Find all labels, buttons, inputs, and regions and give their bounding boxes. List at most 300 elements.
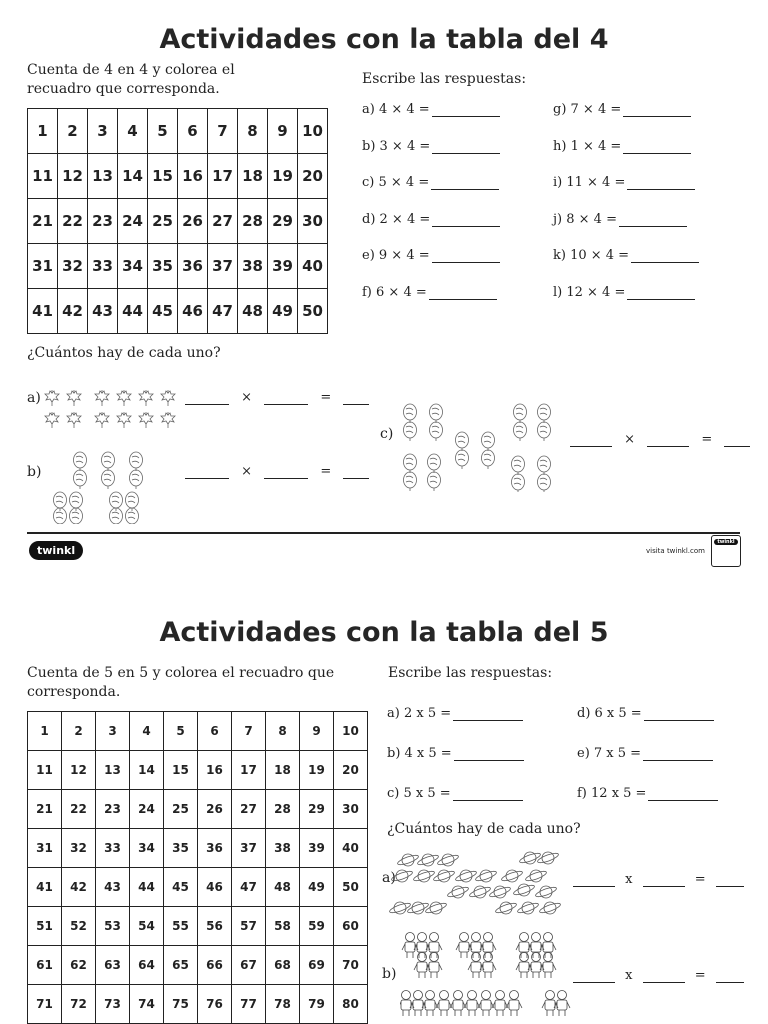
grid-cell[interactable]: 78: [266, 985, 300, 1024]
equals-sign: =: [320, 464, 332, 479]
grid-cell[interactable]: 30: [334, 790, 368, 829]
planet-icon: [501, 869, 524, 882]
astronaut-icon: [496, 991, 505, 1000]
question: [362, 175, 499, 190]
grid-cell[interactable]: 29: [300, 790, 334, 829]
grid-cell[interactable]: 73: [96, 985, 130, 1024]
answer-line[interactable]: [648, 778, 718, 801]
grid-cell[interactable]: 3: [96, 712, 130, 751]
grid-cell[interactable]: 36: [198, 829, 232, 868]
twinkl-badge: [711, 535, 741, 567]
spiral-leaf-icon: [482, 450, 495, 466]
question: [577, 738, 713, 761]
grid-cell[interactable]: 13: [88, 154, 118, 199]
grid-cell[interactable]: 70: [334, 946, 368, 985]
grid-cell[interactable]: 38: [266, 829, 300, 868]
answer-line[interactable]: [647, 446, 689, 447]
answer-line[interactable]: [643, 886, 685, 887]
answer-line[interactable]: [453, 778, 523, 801]
planet-icon: [447, 885, 470, 898]
grid-cell[interactable]: 6: [178, 109, 208, 154]
astronaut-icon: [429, 962, 439, 972]
astronaut-icon: [478, 1002, 494, 1016]
question-text: a) 4 × 4 =: [362, 102, 430, 117]
grid-cell[interactable]: 80: [334, 985, 368, 1024]
grid-cell[interactable]: 5: [164, 712, 198, 751]
grid-cell[interactable]: 2: [62, 712, 96, 751]
answer-line[interactable]: [454, 738, 524, 761]
sheet2-group-b-multiplication: [573, 968, 744, 983]
question: [387, 698, 523, 721]
grid-cell[interactable]: 79: [300, 985, 334, 1024]
planet-icon: [437, 853, 460, 866]
times-sign: ×: [241, 464, 253, 479]
grid-cell[interactable]: 46: [178, 289, 208, 334]
grid-cell[interactable]: 1: [28, 109, 58, 154]
question: [553, 212, 687, 227]
spiral-leaf-icon: [104, 456, 111, 471]
grid-row: [28, 751, 368, 790]
grid-cell[interactable]: 56: [198, 907, 232, 946]
grid-cell[interactable]: 34: [130, 829, 164, 868]
grid-cell[interactable]: 27: [232, 790, 266, 829]
question: [387, 738, 524, 761]
grid-cell[interactable]: 66: [198, 946, 232, 985]
answer-line[interactable]: [185, 478, 229, 479]
maple-leaf-icon: [161, 412, 175, 428]
astronaut-icon: [543, 962, 553, 972]
grid-cell[interactable]: 25: [148, 199, 178, 244]
grid-cell[interactable]: 31: [28, 244, 58, 289]
grid-cell[interactable]: 3: [88, 109, 118, 154]
grid-cell[interactable]: 49: [300, 868, 334, 907]
spiral-leaf-icon: [516, 408, 523, 423]
grid-cell[interactable]: 15: [164, 751, 198, 790]
spiral-leaf-icon: [538, 404, 551, 420]
grid-cell[interactable]: 18: [266, 751, 300, 790]
answer-line[interactable]: [644, 698, 714, 721]
grid-cell[interactable]: 74: [130, 985, 164, 1024]
spiral-leaf-icon: [406, 476, 413, 491]
badge-label: twinkl: [714, 539, 738, 545]
sheet2-answers-heading: Escribe las respuestas:: [388, 665, 553, 681]
question-text: j) 8 × 4 =: [553, 211, 617, 227]
equals-sign: =: [320, 390, 332, 405]
grid-cell[interactable]: 5: [148, 109, 178, 154]
grid-cell[interactable]: 22: [62, 790, 96, 829]
grid-cell[interactable]: 39: [300, 829, 334, 868]
astronaut-icon: [557, 1000, 567, 1010]
grid-cell[interactable]: 41: [28, 289, 58, 334]
grid-cell[interactable]: 14: [130, 751, 164, 790]
grid-cell[interactable]: 32: [62, 829, 96, 868]
grid-cell[interactable]: 11: [28, 154, 58, 199]
spiral-leaf-icon: [430, 422, 443, 438]
grid-cell[interactable]: 11: [28, 751, 62, 790]
grid-cell[interactable]: 36: [178, 244, 208, 289]
grid-cell[interactable]: 59: [300, 907, 334, 946]
grid-cell[interactable]: 17: [208, 154, 238, 199]
spiral-leaf-icon: [540, 426, 547, 441]
answer-line[interactable]: [343, 478, 369, 479]
grid-cell[interactable]: 38: [238, 244, 268, 289]
astronaut-icon: [401, 1000, 411, 1010]
grid-cell[interactable]: 2: [58, 109, 88, 154]
grid-cell[interactable]: 50: [334, 868, 368, 907]
answer-line[interactable]: [570, 446, 612, 447]
grid-cell[interactable]: 37: [208, 244, 238, 289]
grid-cell[interactable]: 46: [198, 868, 232, 907]
spiral-leaf-icon: [456, 432, 469, 448]
spiral-leaf-icon: [102, 470, 115, 486]
grid-cell[interactable]: 50: [298, 289, 328, 334]
grid-cell[interactable]: 48: [266, 868, 300, 907]
question: [362, 102, 500, 117]
grid-cell[interactable]: 47: [208, 289, 238, 334]
sheet1-answers-heading: Escribe las respuestas:: [362, 71, 527, 87]
times-sign: ×: [624, 432, 636, 447]
answer-line[interactable]: [716, 886, 744, 887]
question: [362, 212, 500, 227]
question: [362, 248, 500, 263]
grid-cell[interactable]: 24: [130, 790, 164, 829]
grid-cell[interactable]: 34: [118, 244, 148, 289]
grid-cell[interactable]: 30: [298, 199, 328, 244]
spiral-leaf-icon: [484, 454, 491, 469]
grid-cell[interactable]: 6: [198, 712, 232, 751]
grid-cell[interactable]: 27: [208, 199, 238, 244]
grid-cell[interactable]: 16: [178, 154, 208, 199]
maple-leaf-icon: [67, 390, 81, 406]
astronaut-icon: [484, 933, 493, 942]
spiral-leaf-icon: [512, 456, 525, 472]
grid-cell[interactable]: 35: [164, 829, 198, 868]
spiral-leaf-icon: [132, 474, 139, 489]
question-text: d) 6 x 5 =: [577, 706, 642, 721]
grid-cell[interactable]: 43: [88, 289, 118, 334]
group-c-multiplication: [570, 432, 750, 447]
spiral-leaf-icon: [430, 404, 443, 420]
spiral-leaf-icon: [430, 458, 437, 473]
planet-icon: [413, 869, 436, 882]
grid-cell[interactable]: 44: [118, 289, 148, 334]
grid-cell[interactable]: 42: [62, 868, 96, 907]
answer-line[interactable]: [623, 139, 691, 154]
times-sign: ×: [241, 390, 253, 405]
question: [362, 139, 500, 154]
answer-line[interactable]: [432, 248, 500, 263]
grid-cell[interactable]: 65: [164, 946, 198, 985]
astronaut-group: [400, 928, 575, 1024]
grid-cell[interactable]: 72: [62, 985, 96, 1024]
question: [362, 285, 497, 300]
question-text: f) 12 x 5 =: [577, 786, 647, 801]
grid-cell[interactable]: 23: [88, 199, 118, 244]
grid-cell[interactable]: 45: [164, 868, 198, 907]
grid-cell[interactable]: 37: [232, 829, 266, 868]
question-text: b) 4 x 5 =: [387, 746, 452, 761]
answer-line[interactable]: [573, 886, 615, 887]
answer-line[interactable]: [573, 982, 615, 983]
grid-cell[interactable]: 13: [96, 751, 130, 790]
astronaut-icon: [492, 1002, 508, 1016]
spiral-leaf-icon: [540, 408, 547, 423]
astronaut-icon: [454, 991, 463, 1000]
answer-line[interactable]: [431, 175, 499, 190]
spiral-leaf-icon: [428, 454, 441, 470]
spiral-leaf-icon: [406, 458, 413, 473]
maple-leaf-group: [44, 385, 184, 433]
grid-cell[interactable]: 40: [298, 244, 328, 289]
spiral-leaf-icon: [430, 476, 437, 491]
grid-cell[interactable]: 19: [300, 751, 334, 790]
grid-cell[interactable]: 64: [130, 946, 164, 985]
grid-cell[interactable]: 76: [198, 985, 232, 1024]
grid-cell[interactable]: 9: [268, 109, 298, 154]
grid-cell[interactable]: 21: [28, 790, 62, 829]
grid-cell[interactable]: 44: [130, 868, 164, 907]
astronaut-icon: [414, 991, 423, 1000]
astronaut-icon: [413, 1000, 423, 1010]
spiral-leaf-icon: [458, 436, 465, 451]
planet-icon: [397, 853, 420, 866]
planet-icon: [489, 885, 512, 898]
answer-line[interactable]: [643, 738, 713, 761]
astronaut-icon: [510, 991, 519, 1000]
spiral-leaf-icon: [484, 436, 491, 451]
spiral-leaf-icon: [538, 474, 551, 490]
grid-cell[interactable]: 20: [334, 751, 368, 790]
astronaut-icon: [439, 1000, 449, 1010]
grid-cell[interactable]: 12: [62, 751, 96, 790]
grid-cell[interactable]: 49: [268, 289, 298, 334]
grid-cell[interactable]: 26: [178, 199, 208, 244]
answer-line[interactable]: [627, 175, 695, 190]
answer-line[interactable]: [343, 404, 369, 405]
footer-divider: [27, 532, 740, 534]
grid-cell[interactable]: 31: [28, 829, 62, 868]
spiral-leaf-icon: [56, 512, 63, 524]
grid-row: [28, 829, 368, 868]
sheet1-number-grid: [27, 108, 328, 334]
astronaut-icon: [464, 1002, 480, 1016]
astronaut-icon: [519, 962, 529, 972]
grid-cell[interactable]: 29: [268, 199, 298, 244]
grid-cell[interactable]: 14: [118, 154, 148, 199]
astronaut-icon: [417, 962, 427, 972]
grid-cell[interactable]: 39: [268, 244, 298, 289]
spiral-leaf-icon: [70, 492, 83, 508]
grid-cell[interactable]: 21: [28, 199, 58, 244]
spiral-leaf-icon: [112, 512, 119, 524]
astronaut-icon: [402, 991, 411, 1000]
grid-cell[interactable]: 33: [88, 244, 118, 289]
grid-cell[interactable]: 28: [266, 790, 300, 829]
astronaut-icon: [425, 1000, 435, 1010]
answer-line[interactable]: [627, 285, 695, 300]
grid-cell[interactable]: 51: [28, 907, 62, 946]
answer-line[interactable]: [724, 446, 750, 447]
answer-line[interactable]: [631, 248, 699, 263]
maple-leaf-icon: [139, 412, 153, 428]
question: [553, 102, 691, 117]
grid-cell[interactable]: 48: [238, 289, 268, 334]
answer-line[interactable]: [264, 478, 308, 479]
grid-cell[interactable]: 23: [96, 790, 130, 829]
grid-row: [28, 154, 328, 199]
grid-cell[interactable]: 28: [238, 199, 268, 244]
grid-cell[interactable]: 35: [148, 244, 178, 289]
spiral-leaf-icon: [74, 470, 87, 486]
sheet1-count-instruction: Cuenta de 4 en 4 y colorea el recuadro que corresponda.: [27, 62, 235, 97]
grid-cell[interactable]: 26: [198, 790, 232, 829]
grid-cell[interactable]: 43: [96, 868, 130, 907]
grid-cell[interactable]: 15: [148, 154, 178, 199]
grid-cell[interactable]: 32: [58, 244, 88, 289]
answer-line[interactable]: [432, 102, 500, 117]
maple-leaf-icon: [139, 390, 153, 406]
grid-cell[interactable]: 10: [298, 109, 328, 154]
grid-cell[interactable]: 4: [118, 109, 148, 154]
astronaut-icon: [506, 1002, 522, 1016]
grid-cell[interactable]: 25: [164, 790, 198, 829]
maple-leaf-icon: [117, 412, 131, 428]
grid-cell[interactable]: 45: [148, 289, 178, 334]
astronaut-icon: [467, 1000, 477, 1010]
answer-line[interactable]: [429, 285, 497, 300]
astronaut-icon: [546, 991, 555, 1000]
planet-icon: [535, 885, 558, 898]
grid-cell[interactable]: 4: [130, 712, 164, 751]
spiral-leaf-icon: [428, 472, 441, 488]
grid-cell[interactable]: 24: [118, 199, 148, 244]
grid-cell[interactable]: 62: [62, 946, 96, 985]
equals-sign: =: [694, 872, 706, 887]
planet-icon: [539, 901, 562, 914]
group-b-multiplication: [185, 464, 369, 479]
astronaut-icon: [450, 1002, 466, 1016]
astronaut-icon: [471, 962, 481, 972]
grid-cell[interactable]: 67: [232, 946, 266, 985]
astronaut-icon: [481, 1000, 491, 1010]
spiral-leaf-icon: [76, 474, 83, 489]
grid-cell[interactable]: 54: [130, 907, 164, 946]
astronaut-icon: [436, 1002, 452, 1016]
grid-cell[interactable]: 19: [268, 154, 298, 199]
astronaut-icon: [472, 933, 481, 942]
sheet2-number-grid: [27, 711, 368, 1024]
question-text: l) 12 × 4 =: [553, 285, 626, 300]
spiral-leaf-icon: [132, 456, 139, 471]
astronaut-icon: [532, 933, 541, 942]
grid-cell[interactable]: 58: [266, 907, 300, 946]
grid-cell[interactable]: 41: [28, 868, 62, 907]
spiral-leaf-icon: [74, 452, 87, 468]
grid-cell[interactable]: 53: [96, 907, 130, 946]
answer-line[interactable]: [453, 698, 523, 721]
grid-cell[interactable]: 1: [28, 712, 62, 751]
grid-cell[interactable]: 7: [232, 712, 266, 751]
grid-cell[interactable]: 55: [164, 907, 198, 946]
grid-cell[interactable]: 18: [238, 154, 268, 199]
grid-cell[interactable]: 8: [238, 109, 268, 154]
grid-cell[interactable]: 77: [232, 985, 266, 1024]
grid-cell[interactable]: 33: [96, 829, 130, 868]
grid-cell[interactable]: 63: [96, 946, 130, 985]
planet-icon: [433, 869, 456, 882]
astronaut-icon: [545, 1000, 555, 1010]
grid-cell[interactable]: 71: [28, 985, 62, 1024]
grid-cell[interactable]: 16: [198, 751, 232, 790]
equals-sign: =: [694, 968, 706, 983]
grid-cell[interactable]: 7: [208, 109, 238, 154]
answer-line[interactable]: [716, 982, 744, 983]
spiral-leaf-icon: [514, 422, 527, 438]
grid-row: [28, 868, 368, 907]
group-c-label: c): [380, 426, 394, 442]
maple-leaf-icon: [117, 390, 131, 406]
grid-cell[interactable]: 61: [28, 946, 62, 985]
spiral-leaf-icon: [130, 452, 143, 468]
planet-icon: [391, 869, 414, 882]
question-text: c) 5 × 4 =: [362, 175, 430, 191]
grid-cell[interactable]: 42: [58, 289, 88, 334]
spiral-leaf-icon: [76, 456, 83, 471]
grid-cell[interactable]: 8: [266, 712, 300, 751]
astronaut-icon: [509, 1000, 519, 1010]
planet-icon: [475, 869, 498, 882]
grid-row: [28, 946, 368, 985]
maple-leaf-icon: [95, 412, 109, 428]
planet-icon: [517, 901, 540, 914]
grid-cell[interactable]: 57: [232, 907, 266, 946]
grid-cell[interactable]: 22: [58, 199, 88, 244]
astronaut-icon: [460, 933, 469, 942]
answer-line[interactable]: [619, 212, 687, 227]
grid-cell[interactable]: 68: [266, 946, 300, 985]
grid-cell[interactable]: 40: [334, 829, 368, 868]
astronaut-icon: [520, 933, 529, 942]
answer-line[interactable]: [623, 102, 691, 117]
grid-cell[interactable]: 12: [58, 154, 88, 199]
answer-line[interactable]: [432, 212, 500, 227]
grid-row: [28, 199, 328, 244]
equals-sign: =: [701, 432, 713, 447]
answer-line[interactable]: [264, 404, 308, 405]
grid-cell[interactable]: 9: [300, 712, 334, 751]
spiral-leaf-icon: [102, 452, 115, 468]
answer-line[interactable]: [185, 404, 229, 405]
grid-cell[interactable]: 20: [298, 154, 328, 199]
grid-cell[interactable]: 47: [232, 868, 266, 907]
grid-cell[interactable]: 69: [300, 946, 334, 985]
grid-cell[interactable]: 52: [62, 907, 96, 946]
spiral-leaf-icon: [404, 454, 417, 470]
grid-cell[interactable]: 10: [334, 712, 368, 751]
grid-cell[interactable]: 17: [232, 751, 266, 790]
sheet1-title: Actividades con la tabla del 4: [159, 24, 609, 55]
answer-line[interactable]: [643, 982, 685, 983]
answer-line[interactable]: [432, 139, 500, 154]
spiral-leaf-icon: [538, 456, 551, 472]
maple-leaf-icon: [161, 390, 175, 406]
astronaut-icon: [531, 942, 541, 952]
astronaut-icon: [483, 962, 493, 972]
grid-cell[interactable]: 75: [164, 985, 198, 1024]
astronaut-icon: [495, 1000, 505, 1010]
grid-cell[interactable]: 60: [334, 907, 368, 946]
spiral-leaf-icon: [538, 422, 551, 438]
